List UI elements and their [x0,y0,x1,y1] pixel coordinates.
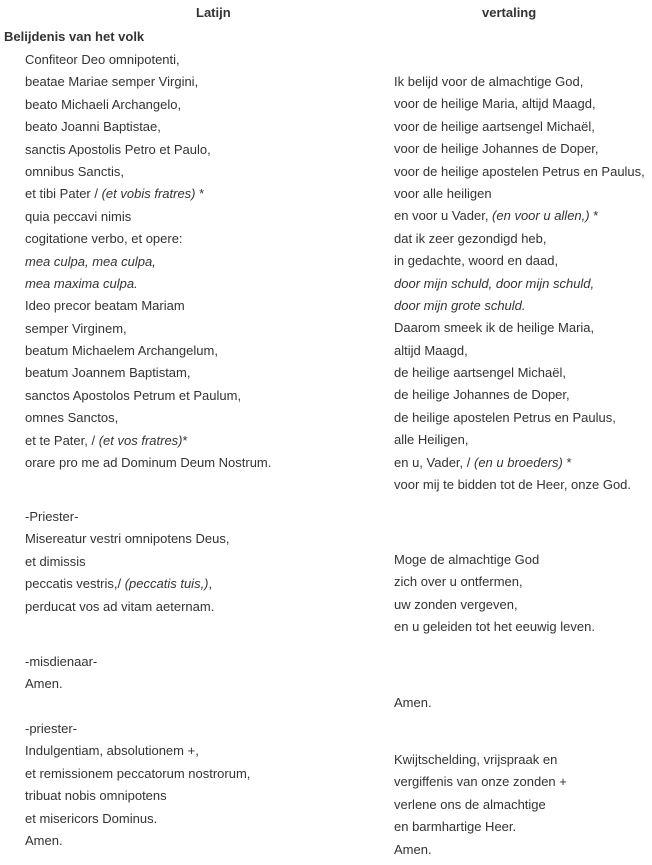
text-line: beatum Michaelem Archangelum, [25,343,218,359]
text-segment: * [195,186,205,202]
column-header-latin: Latijn [196,5,231,20]
section-title: Belijdenis van het volk [4,29,145,44]
text-line: dat ik zeer gezondigd heb, [394,230,547,246]
text-line: beato Michaeli Archangelo, [25,96,182,112]
italic-segment: door mijn schuld, door mijn schuld, [394,275,595,291]
italic-segment: (et vos fratres) [98,432,183,448]
text-segment: * [562,454,572,470]
text-line: Amen. [394,841,432,857]
text-line: zich over u ontfermen, [394,574,523,590]
text-line: quia peccavi nimis [25,208,132,224]
italic-segment: mea maxima culpa. [25,275,138,291]
text-segment: et te Pater, / [25,432,99,448]
italic-segment: door mijn grote schuld. [394,297,526,313]
text-line: en u geleiden tot het eeuwig leven. [394,619,595,635]
indulgentiam-dutch [394,749,567,861]
text-segment: * [589,208,599,224]
text-line: et dimissis [25,553,86,569]
text-line: voor de heilige aartsengel Michaël, [394,118,595,134]
column-header-translation: vertaling [482,5,537,20]
text-line: uw zonden vergeven, [394,596,518,612]
text-line: in gedachte, woord en daad, [394,253,559,269]
text-line: Moge de almachtige God [394,552,540,567]
text-line: tribuat nobis omnipotens [25,788,167,804]
text-segment: peccatis vestris,/ [25,576,125,592]
text-line: Ideo precor beatam Mariam [25,298,185,314]
text-line: en barmhartige Heer. [394,819,517,835]
confiteor-latin [25,49,271,474]
text-line: de heilige aartsengel Michaël, [394,365,566,381]
text-line: perducat vos ad vitam aeternam. [25,598,215,614]
text-line: Indulgentiam, absolutionem +, [25,743,199,759]
text-line [25,183,271,205]
text-line: beato Joanni Baptistae, [25,119,161,135]
text-line: Confiteor Deo omnipotenti, [25,52,180,67]
text-line: voor de heilige Maria, altijd Maagd, [394,96,596,112]
text-line: voor mij te bidden tot de Heer, onze God. [394,477,632,493]
misereatur-dutch [394,549,595,639]
text-line: Ik belijd voor de almachtige God, [394,74,584,89]
text-line: Kwijtschelding, vrijspraak en [394,752,558,767]
role-label: -Priester- [25,509,79,524]
text-line: alle Heiligen, [394,432,469,448]
text-segment: en voor u Vader, [394,208,493,224]
indulgentiam-latin [25,718,250,852]
text-line: sanctos Apostolos Petrum et Paulum, [25,387,242,403]
text-line: Misereatur vestri omnipotens Deus, [25,531,230,547]
text-segment: * [182,432,188,448]
text-line: omnes Sanctos, [25,410,119,426]
text-line: Amen. [25,676,63,692]
text-line: et misericors Dominus. [25,810,158,826]
text-line [25,273,271,295]
text-line: de heilige apostelen Petrus en Paulus, [394,409,616,425]
text-line: et remissionem peccatorum nostrorum, [25,765,251,781]
text-line: Daarom smeek ik de heilige Maria, [394,320,595,336]
text-line [394,273,645,295]
role-label: -priester- [25,721,78,736]
text-line: Amen. [25,832,63,848]
text-line: cogitatione verbo, et opere: [25,231,183,247]
text-line: altijd Maagd, [394,342,468,358]
text-line [25,430,271,452]
server-dutch [394,692,432,714]
italic-segment: (en voor u allen,) [492,208,590,224]
italic-segment: (et vobis fratres) [101,186,196,202]
text-line: omnibus Sanctis, [25,163,124,179]
italic-segment: (en u broeders) [473,454,563,470]
server-latin [25,651,97,696]
text-line [394,205,645,227]
text-line: vergiffenis van onze zonden + [394,774,567,790]
text-line: voor de heilige Johannes de Doper, [394,141,599,157]
text-line: semper Virginem, [25,320,127,336]
italic-segment: (peccatis tuis,) [124,576,209,592]
text-line: beatum Joannem Baptistam, [25,365,191,381]
text-line: sanctis Apostolis Petro et Paulo, [25,141,211,157]
text-line [25,251,271,273]
text-segment: et tibi Pater / [25,186,102,202]
text-line: orare pro me ad Dominum Deum Nostrum. [25,455,272,471]
misereatur-latin [25,506,229,618]
confiteor-dutch [394,71,645,496]
text-segment: en u, Vader, / [394,454,474,470]
text-line: voor alle heiligen [394,185,492,201]
text-line [394,452,645,474]
role-label: -misdienaar- [25,654,98,669]
text-line: de heilige Johannes de Doper, [394,387,570,403]
italic-segment: mea culpa, mea culpa, [25,253,156,269]
text-line [25,573,229,595]
text-line: beatae Mariae semper Virgini, [25,74,199,90]
text-segment: , [208,576,213,592]
text-line: Amen. [394,695,432,710]
text-line [394,295,645,317]
text-line: verlene ons de almachtige [394,796,546,812]
text-line: voor de heilige apostelen Petrus en Paulus, [394,163,645,179]
